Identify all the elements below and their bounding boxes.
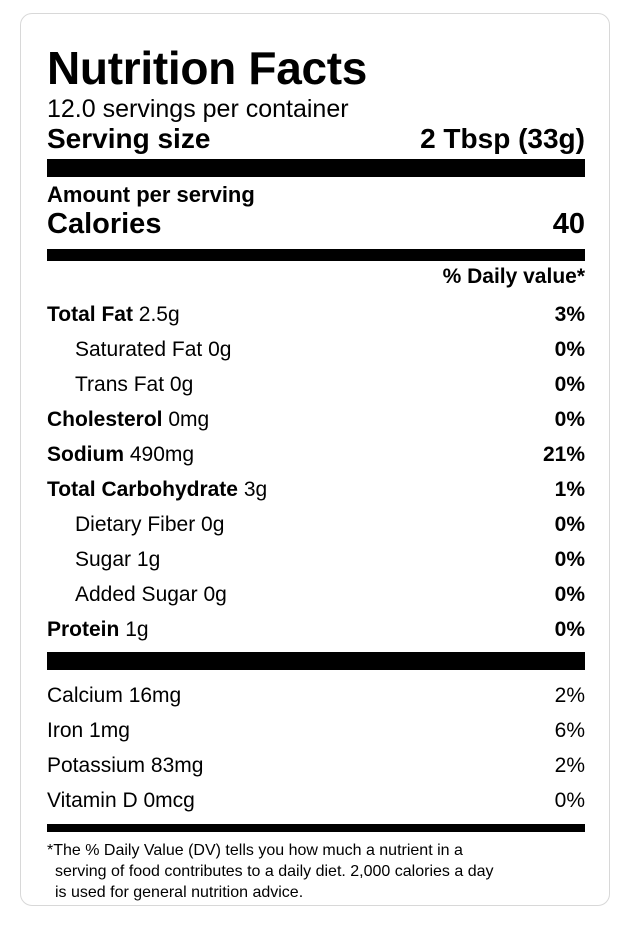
mineral-name: Calcium bbox=[47, 683, 123, 707]
mineral-name: Vitamin D bbox=[47, 788, 138, 812]
mineral-name: Potassium bbox=[47, 753, 146, 777]
mineral-dv: 6% bbox=[554, 718, 585, 742]
mineral-row-calcium bbox=[47, 678, 585, 713]
divider-thick bbox=[47, 652, 585, 670]
nutrient-dv: 0% bbox=[554, 512, 585, 536]
divider-medium bbox=[47, 249, 585, 261]
nutrient-name: Saturated Fat bbox=[75, 337, 203, 361]
nutrient-row-total-fat bbox=[47, 297, 585, 332]
nutrient-dv: 0% bbox=[554, 407, 585, 431]
nutrient-dv: 21% bbox=[542, 442, 585, 466]
nutrient-name: Total Carbohydrate bbox=[47, 477, 238, 501]
serving-size-label: Serving size bbox=[47, 123, 211, 154]
nutrient-amount: 0mg bbox=[168, 407, 210, 431]
nutrient-amount: 1g bbox=[136, 547, 161, 571]
divider-thick bbox=[47, 159, 585, 177]
mineral-list bbox=[47, 678, 585, 818]
nutrient-dv: 0% bbox=[554, 372, 585, 396]
nutrient-name: Total Fat bbox=[47, 302, 133, 326]
mineral-dv: 2% bbox=[554, 753, 585, 777]
mineral-row-vitamin-d bbox=[47, 783, 585, 818]
amount-per-serving: Amount per serving bbox=[47, 182, 255, 207]
nutrient-dv: 0% bbox=[554, 582, 585, 606]
mineral-amount: 16mg bbox=[128, 683, 182, 707]
mineral-name: Iron bbox=[47, 718, 84, 742]
nutrient-name: Added Sugar bbox=[75, 582, 198, 606]
daily-value-header: % Daily value* bbox=[442, 265, 585, 288]
nutrient-amount: 0g bbox=[203, 582, 227, 606]
nutrient-row-total-carbohydrate bbox=[47, 472, 585, 507]
calories-label: Calories bbox=[47, 208, 162, 240]
mineral-dv: 2% bbox=[554, 683, 585, 707]
nutrient-dv: 0% bbox=[554, 617, 585, 641]
nutrient-row-cholesterol bbox=[47, 402, 585, 437]
label-title: Nutrition Facts bbox=[47, 42, 368, 94]
nutrient-name: Sodium bbox=[47, 442, 124, 466]
nutrient-row-trans-fat bbox=[47, 367, 585, 402]
mineral-amount: 0mcg bbox=[143, 788, 195, 812]
nutrient-row-added-sugar bbox=[47, 577, 585, 612]
nutrient-row-saturated-fat bbox=[47, 332, 585, 367]
nutrient-name: Cholesterol bbox=[47, 407, 163, 431]
nutrient-row-protein bbox=[47, 612, 585, 647]
nutrient-name: Trans Fat bbox=[75, 372, 165, 396]
nutrient-row-sugar bbox=[47, 542, 585, 577]
footnote-line: *The % Daily Value (DV) tells you how much a nutrient in a bbox=[47, 842, 463, 859]
calories-value: 40 bbox=[552, 208, 585, 240]
footnote-line: serving of food contributes to a daily diet. 2,000 calories a day bbox=[55, 863, 494, 880]
nutrient-amount: 1g bbox=[125, 617, 149, 641]
nutrient-row-dietary-fiber bbox=[47, 507, 585, 542]
nutrient-amount: 0g bbox=[208, 337, 232, 361]
nutrient-name: Dietary Fiber bbox=[75, 512, 196, 536]
mineral-amount: 83mg bbox=[150, 753, 204, 777]
nutrition-label bbox=[47, 44, 585, 903]
serving-size-value: 2 Tbsp (33g) bbox=[420, 123, 585, 154]
nutrient-amount: 490mg bbox=[129, 442, 195, 466]
daily-value-footnote bbox=[47, 840, 585, 903]
nutrient-dv: 0% bbox=[554, 337, 585, 361]
nutrient-row-sodium bbox=[47, 437, 585, 472]
nutrient-name: Sugar bbox=[75, 547, 132, 571]
footnote-line: is used for general nutrition advice. bbox=[55, 884, 304, 901]
mineral-row-potassium bbox=[47, 748, 585, 783]
nutrient-amount: 2.5g bbox=[138, 302, 180, 326]
nutrient-dv: 1% bbox=[554, 477, 585, 501]
nutrient-name: Protein bbox=[47, 617, 120, 641]
nutrient-amount: 3g bbox=[243, 477, 268, 501]
mineral-amount: 1mg bbox=[89, 718, 130, 742]
nutrient-amount: 0g bbox=[169, 372, 194, 396]
servings-per-container: 12.0 servings per container bbox=[47, 95, 349, 123]
mineral-dv: 0% bbox=[554, 788, 585, 812]
nutrition-card bbox=[20, 13, 610, 906]
nutrient-list bbox=[47, 297, 585, 647]
mineral-row-iron bbox=[47, 713, 585, 748]
nutrient-amount: 0g bbox=[201, 512, 225, 536]
divider-thin bbox=[47, 824, 585, 832]
nutrient-dv: 3% bbox=[554, 302, 585, 326]
calories-row bbox=[47, 207, 585, 241]
nutrient-dv: 0% bbox=[554, 547, 585, 571]
serving-size-row bbox=[47, 123, 585, 155]
